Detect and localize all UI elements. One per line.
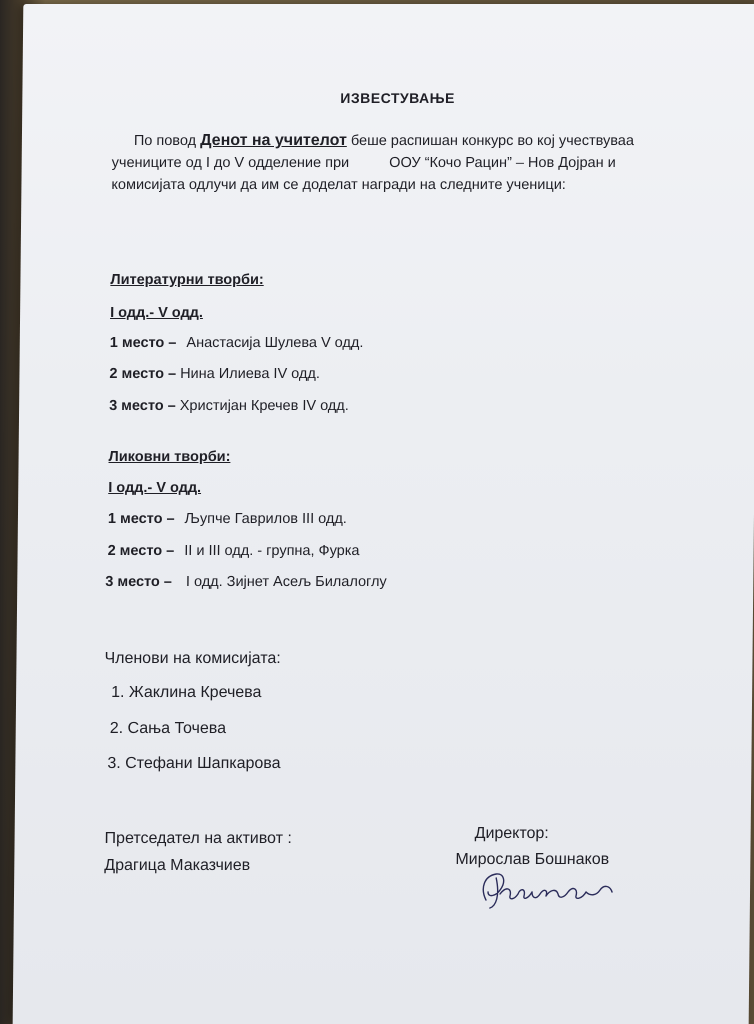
place-label: 2 место – bbox=[109, 366, 177, 382]
literary-entry-1 bbox=[110, 335, 364, 351]
place-label: 3 место – bbox=[109, 398, 176, 414]
document-title: ИЗВЕСТУВАЊЕ bbox=[340, 90, 455, 106]
entry-text: Анастасија Шулева V одд. bbox=[186, 335, 364, 351]
intro-line-2-a: учениците од I до V одделение при bbox=[111, 155, 350, 171]
literary-entry-3 bbox=[109, 398, 349, 414]
director-signature bbox=[466, 866, 626, 912]
intro-line-2-b: ООУ “Кочо Рацин” – Нов Дојран и bbox=[389, 155, 616, 171]
art-entry-1 bbox=[108, 511, 347, 527]
entry-text: I одд. Зијнет Асељ Билалоглу bbox=[185, 574, 387, 590]
committee-member-2: 2. Сања Точева bbox=[109, 720, 227, 737]
place-label: 2 место – bbox=[107, 543, 175, 559]
intro-line-3: комисијата одлучи да им се доделат награди на следните ученици: bbox=[111, 177, 566, 193]
art-group: I одд.- V одд. bbox=[108, 480, 202, 496]
intro-line-1 bbox=[134, 132, 634, 150]
entry-text: Љупче Гаврилов III одд. bbox=[184, 511, 347, 527]
place-label: 1 место – bbox=[107, 511, 175, 527]
literary-heading: Литературни творби: bbox=[110, 272, 264, 288]
intro-text-c: беше распишан конкурс во кој учествуваа bbox=[350, 133, 635, 149]
intro-text-a: По повод bbox=[133, 133, 197, 149]
committee-heading: Членови на комисијата: bbox=[104, 650, 281, 667]
chair-name: Драгица Маказчиев bbox=[104, 857, 251, 874]
director-label: Директор: bbox=[474, 825, 549, 842]
chair-label: Претседател на активот : bbox=[104, 830, 292, 847]
art-entry-3 bbox=[105, 574, 387, 590]
entry-text: II и III одд. - групна, Фурка bbox=[184, 543, 360, 559]
director-name: Мирослав Бошнаков bbox=[455, 851, 610, 868]
entry-text: Нина Илиева IV одд. bbox=[180, 366, 320, 382]
literary-group: I одд.- V одд. bbox=[110, 305, 204, 321]
place-label: 3 место – bbox=[105, 574, 172, 590]
place-label: 1 место – bbox=[109, 335, 177, 351]
committee-member-3: 3. Стефани Шапкарова bbox=[107, 755, 281, 772]
entry-text: Христијан Кречев IV одд. bbox=[179, 398, 349, 414]
art-heading: Ликовни творби: bbox=[108, 449, 231, 465]
literary-entry-2 bbox=[109, 366, 320, 382]
intro-line-2 bbox=[112, 155, 616, 171]
document-page bbox=[13, 4, 754, 1024]
committee-member-1: 1. Жаклина Кречева bbox=[111, 684, 262, 701]
intro-highlight: Денот на учителот bbox=[200, 132, 347, 149]
art-entry-2 bbox=[108, 543, 360, 559]
